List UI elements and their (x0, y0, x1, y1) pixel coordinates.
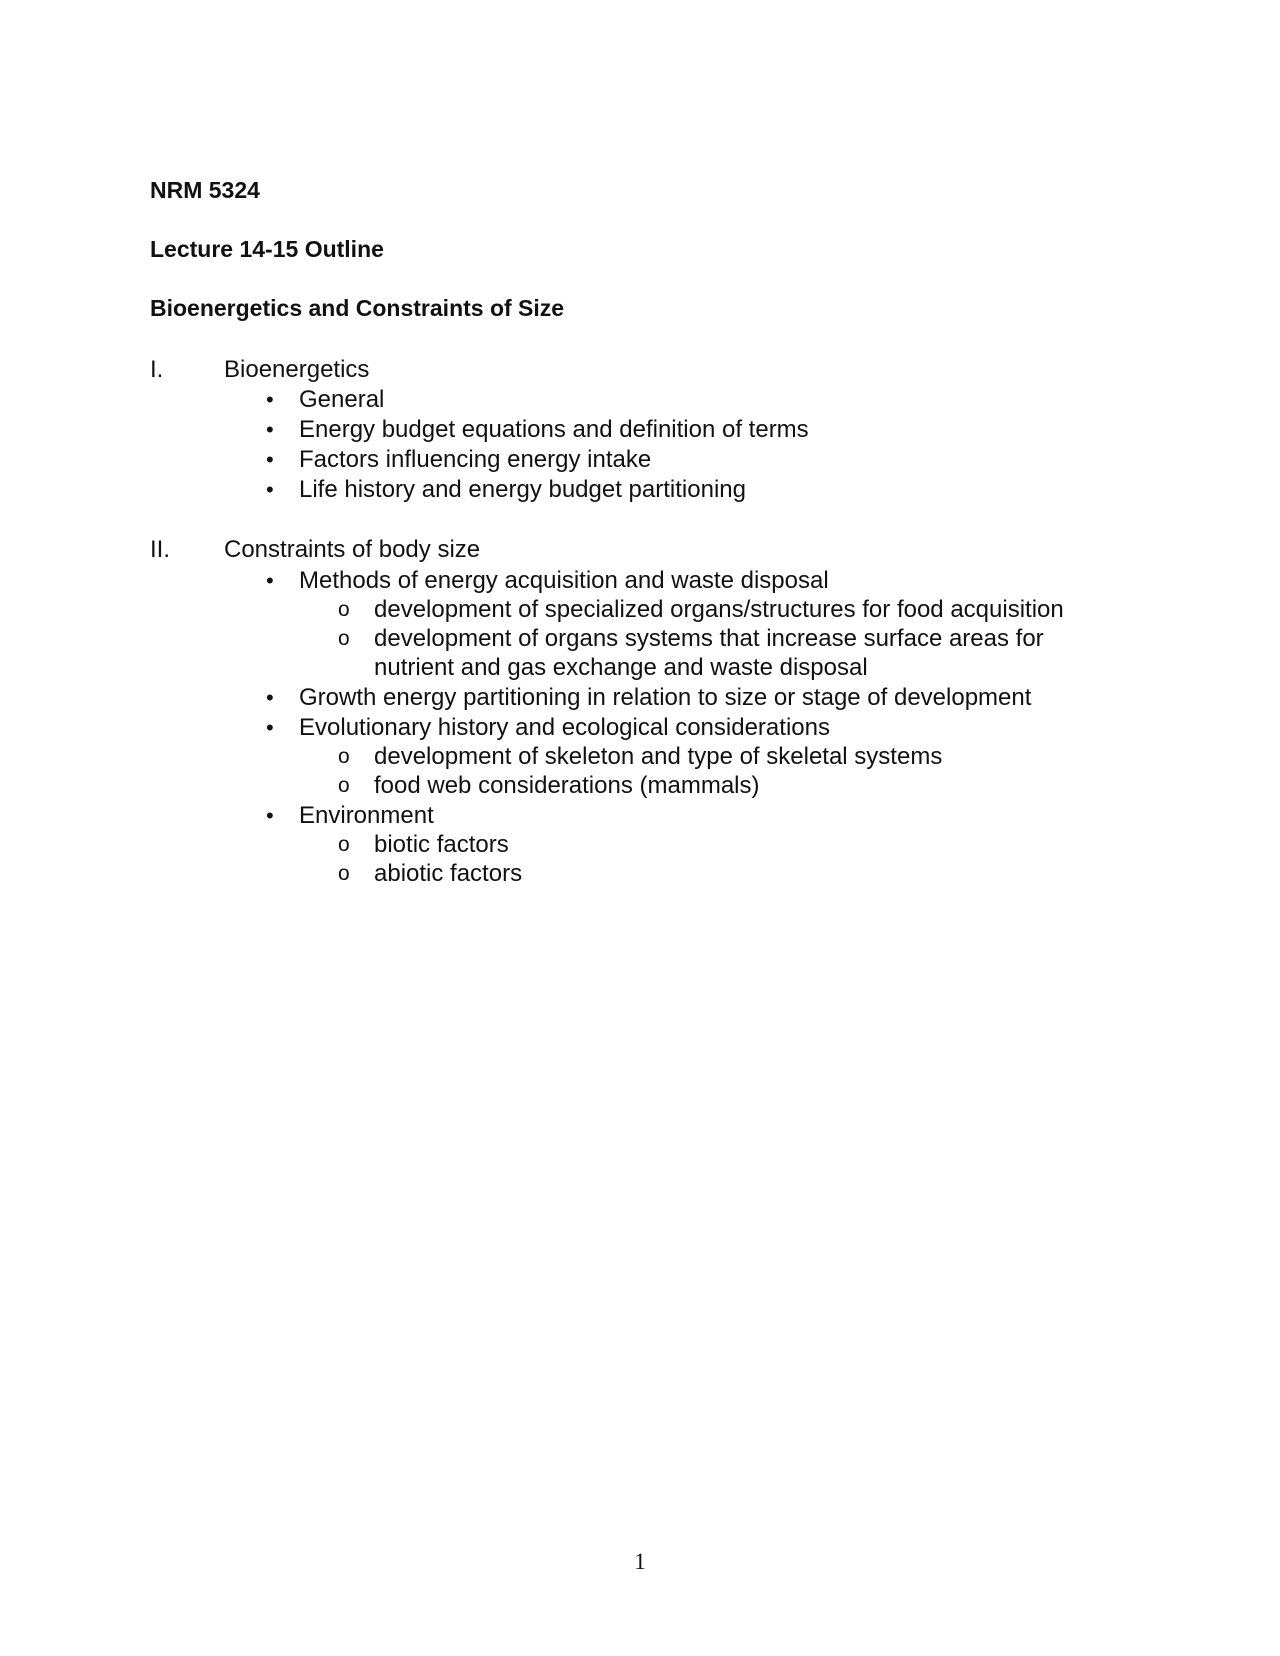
bullet-icon: • (266, 803, 274, 828)
outline-item: Evolutionary history and ecological considerations (299, 714, 830, 741)
outline-item: Factors influencing energy intake (299, 446, 652, 473)
outline-item: Growth energy partitioning in relation to size or stage of development (299, 684, 1032, 711)
outline-item: Energy budget equations and definition of terms (299, 416, 809, 443)
sub-bullet-icon: o (338, 745, 350, 768)
bullet-icon: • (266, 715, 274, 740)
outline-subitem: development of organs systems that increase surface areas for (374, 625, 1044, 652)
section-title: Bioenergetics (224, 356, 370, 383)
outline-subitem: abiotic factors (374, 860, 523, 887)
bullet-icon: • (266, 447, 274, 472)
outline-item: Methods of energy acquisition and waste disposal (299, 567, 829, 594)
sub-bullet-icon: o (338, 774, 350, 797)
section-numeral: II. (150, 536, 171, 563)
outline-subitem: food web considerations (mammals) (374, 772, 760, 799)
course-code: NRM 5324 (150, 177, 260, 203)
outline-item: Environment (299, 802, 434, 829)
outline-subitem: biotic factors (374, 831, 509, 858)
bullet-icon: • (266, 387, 274, 412)
outline-subitem-continuation: nutrient and gas exchange and waste disposal (374, 654, 868, 681)
topic-title: Bioenergetics and Constraints of Size (150, 295, 565, 321)
section-title: Constraints of body size (224, 536, 481, 563)
bullet-icon: • (266, 685, 274, 710)
page-number: 1 (634, 1549, 646, 1574)
sub-bullet-icon: o (338, 862, 350, 885)
outline-subitem: development of skeleton and type of skeletal systems (374, 743, 943, 770)
section-numeral: I. (150, 356, 164, 383)
bullet-icon: • (266, 477, 274, 502)
bullet-icon: • (266, 417, 274, 442)
sub-bullet-icon: o (338, 627, 350, 650)
lecture-title: Lecture 14-15 Outline (150, 236, 384, 262)
bullet-icon: • (266, 568, 274, 593)
sub-bullet-icon: o (338, 833, 350, 856)
outline-item: General (299, 386, 385, 413)
sub-bullet-icon: o (338, 598, 350, 621)
outline-subitem: development of specialized organs/structures for food acquisition (374, 596, 1064, 623)
outline-item: Life history and energy budget partitioning (299, 476, 746, 503)
